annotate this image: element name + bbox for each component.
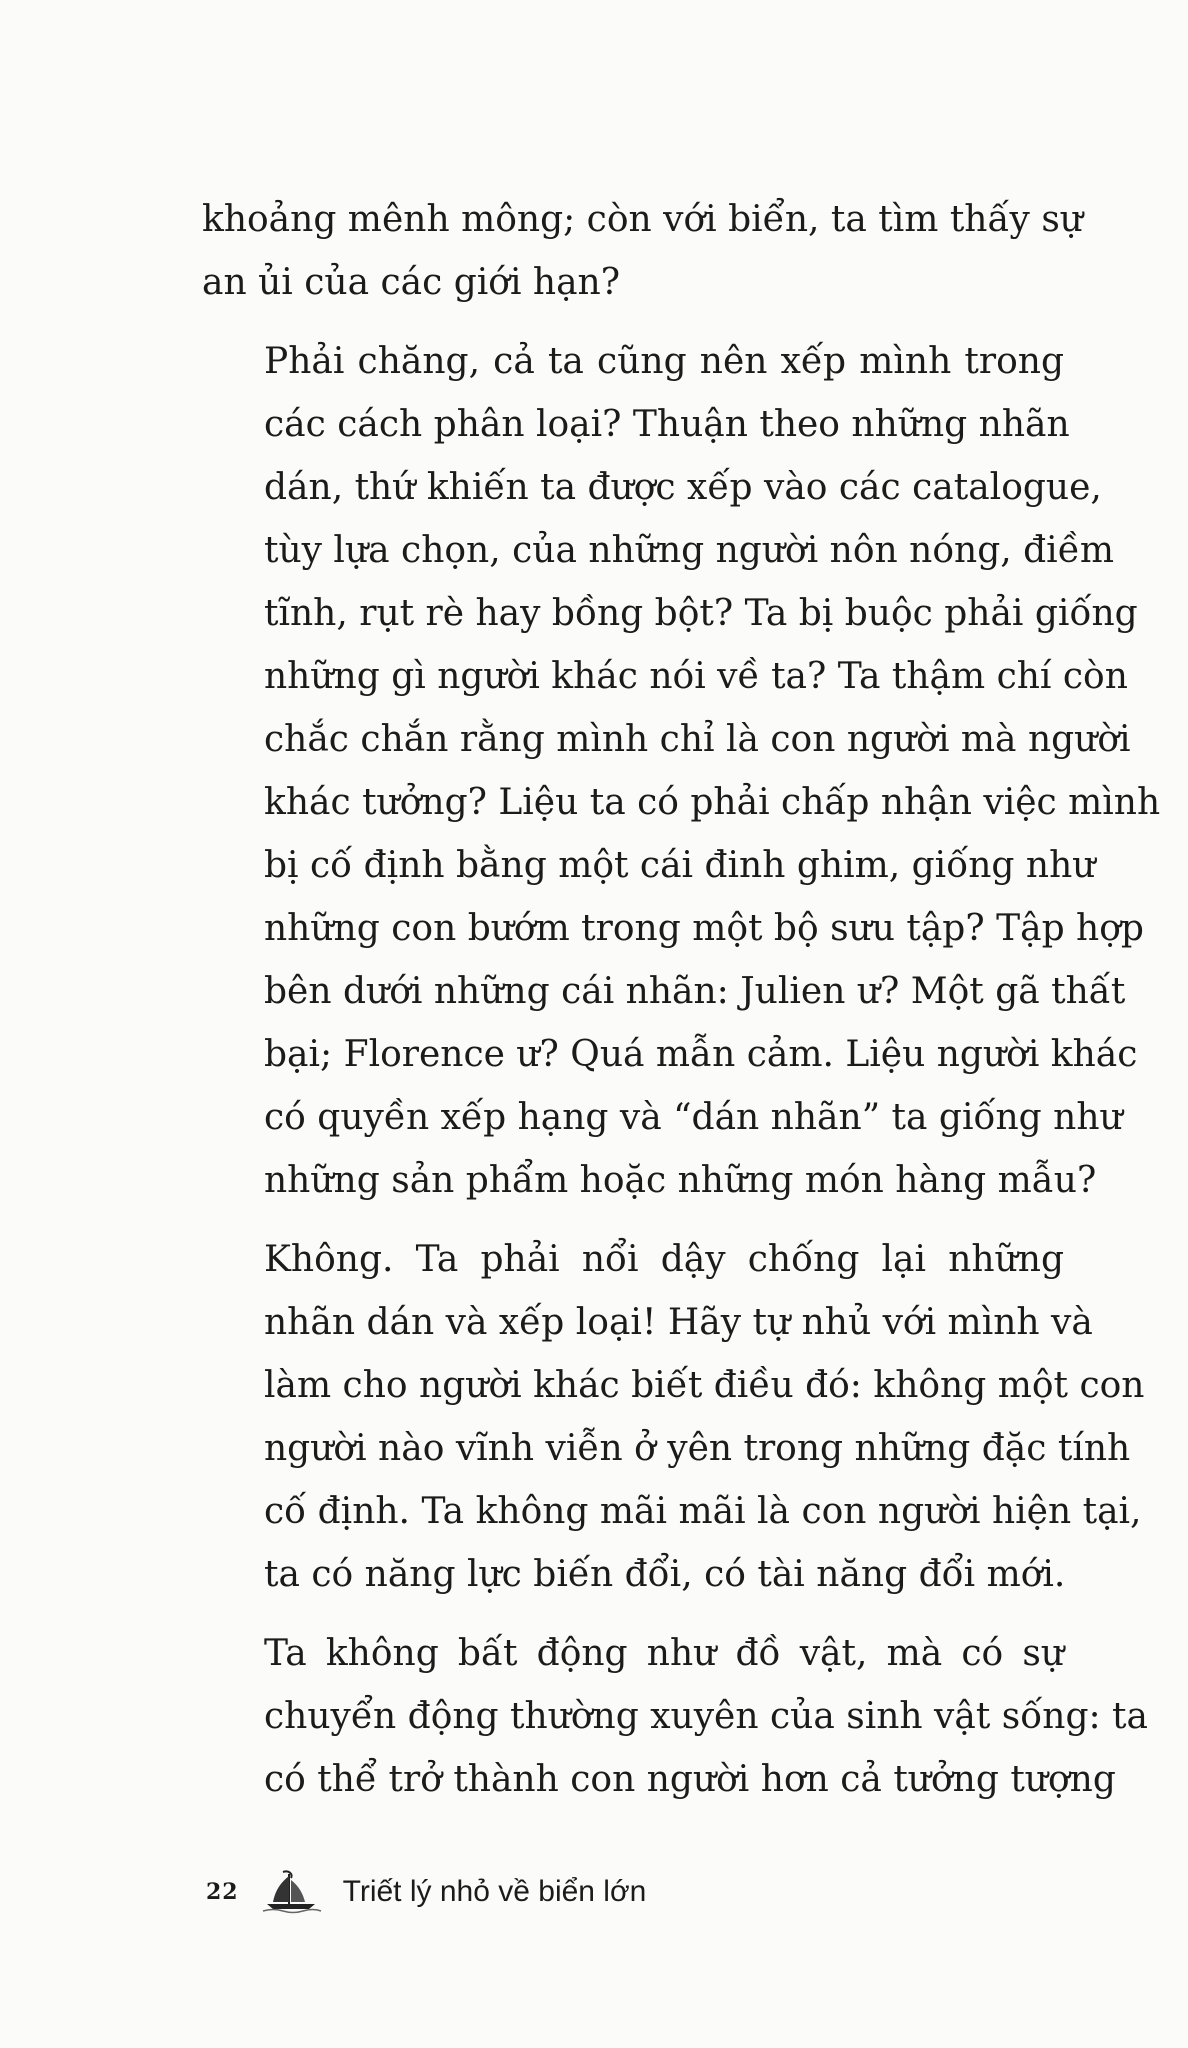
text-line: chắc chắn rằng mình chỉ là con người mà người [264, 719, 1131, 760]
text-line: an ủi của các giới hạn? [202, 262, 621, 303]
book-title: Triết lý nhỏ về biển lớn [342, 1875, 647, 1908]
text-line: có quyền xếp hạng và “dán nhãn” ta giống như [264, 1097, 1123, 1138]
page-footer [206, 1872, 646, 1912]
paragraph-2 [202, 330, 1161, 1212]
text-line: bại; Florence ư? Quá mẫn cảm. Liệu người khác [264, 1034, 1138, 1075]
text-line: dán, thứ khiến ta được xếp vào các catalogue, [264, 467, 1102, 508]
text-line: khoảng mênh mông; còn với biển, ta tìm thấy sự [202, 199, 1083, 240]
text-line: những sản phẩm hoặc những món hàng mẫu? [264, 1160, 1097, 1201]
text-line: Phải chăng, cả ta cũng nên xếp mình trong [264, 341, 1064, 382]
text-line: bên dưới những cái nhãn: Julien ư? Một gã thất [264, 971, 1126, 1012]
text-line: có thể trở thành con người hơn cả tưởng tượng [264, 1759, 1116, 1800]
text-line: Ta không bất động như đồ vật, mà có sự [264, 1633, 1064, 1674]
paragraph-1 [202, 188, 1083, 314]
paragraph-3 [202, 1228, 1145, 1606]
text-line: tùy lựa chọn, của những người nôn nóng, điềm [264, 530, 1114, 571]
text-line: ta có năng lực biến đổi, có tài năng đổi mới. [264, 1554, 1066, 1595]
text-line: tĩnh, rụt rè hay bồng bột? Ta bị buộc phải giống [264, 593, 1138, 634]
text-line: những gì người khác nói về ta? Ta thậm chí còn [264, 656, 1128, 697]
text-line: các cách phân loại? Thuận theo những nhãn [264, 404, 1070, 445]
text-line: cố định. Ta không mãi mãi là con người hiện tại, [264, 1491, 1142, 1532]
text-line: Không. Ta phải nổi dậy chống lại những [264, 1239, 1064, 1280]
page-number: 22 [206, 1879, 239, 1905]
text-line: khác tưởng? Liệu ta có phải chấp nhận việc mình [264, 782, 1161, 823]
text-line: chuyển động thường xuyên của sinh vật sống: ta [264, 1696, 1148, 1737]
text-line: người nào vĩnh viễn ở yên trong những đặc tính [264, 1428, 1131, 1469]
paragraph-4 [202, 1622, 1148, 1811]
text-line: bị cố định bằng một cái đinh ghim, giống như [264, 845, 1096, 886]
text-line: nhãn dán và xếp loại! Hãy tự nhủ với mình và [264, 1302, 1093, 1343]
body-text [202, 188, 1161, 1827]
sailing-ship-icon [259, 1870, 323, 1914]
text-line: làm cho người khác biết điều đó: không một con [264, 1365, 1145, 1406]
text-line: những con bướm trong một bộ sưu tập? Tập hợp [264, 908, 1144, 949]
